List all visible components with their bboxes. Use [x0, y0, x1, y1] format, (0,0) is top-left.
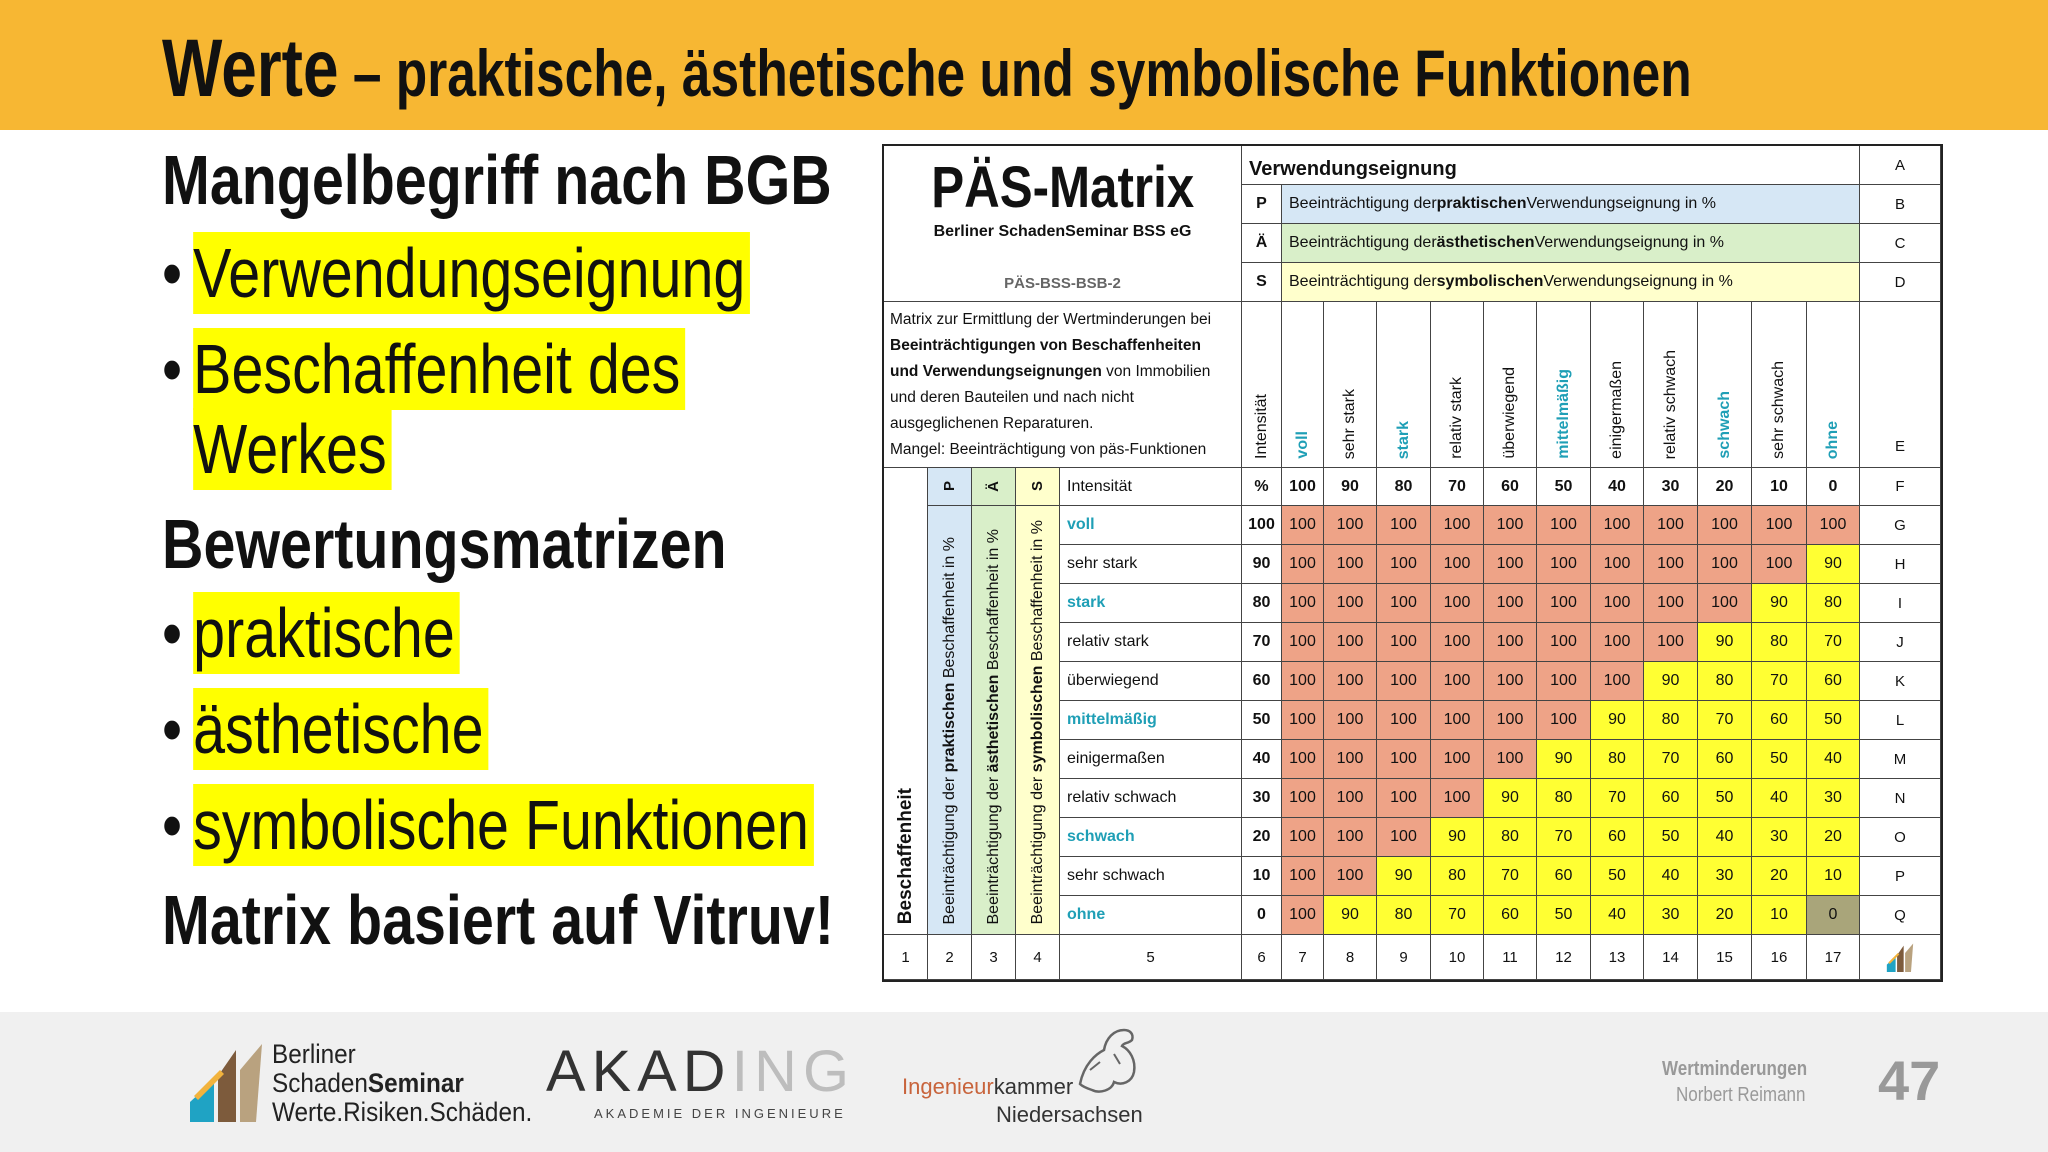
column-header: sehr stark — [1324, 302, 1377, 468]
row-percent: 40 — [1242, 740, 1282, 779]
side-beeintraechtigung: Beeinträchtigung der symbolischen Beschaffenheit in % — [1016, 506, 1060, 935]
row-letter: F — [1860, 468, 1941, 506]
value-cell: 100 — [1591, 623, 1644, 662]
percent-unit: % — [1242, 468, 1282, 506]
column-index: 9 — [1377, 935, 1431, 980]
row-label: ohne — [1060, 896, 1242, 935]
value-cell: 100 — [1431, 545, 1484, 584]
side-beeintraechtigung: Beeinträchtigung der ästhetischen Beschaffenheit in % — [972, 506, 1016, 935]
value-cell: 50 — [1537, 896, 1591, 935]
side-key: S — [1016, 468, 1060, 506]
heading-bewertungsmatrizen: Bewertungsmatrizen — [162, 505, 727, 583]
value-cell: 100 — [1484, 623, 1537, 662]
value-cell: 90 — [1377, 857, 1431, 896]
bullet-beschaffenheit: • Beschaffenheit des — [162, 328, 685, 410]
row-percent: 100 — [1242, 506, 1282, 545]
value-cell: 100 — [1484, 662, 1537, 701]
value-cell: 100 — [1282, 662, 1324, 701]
bss-logo-icon — [186, 1040, 266, 1122]
intensitaet-header: Intensität — [1242, 302, 1282, 468]
column-index: 13 — [1591, 935, 1644, 980]
column-header: relativ schwach — [1644, 302, 1698, 468]
value-cell: 90 — [1807, 545, 1860, 584]
column-header: überwiegend — [1484, 302, 1537, 468]
bullet-aesthetische: • ästhetische — [162, 688, 488, 770]
row-letter: Q — [1860, 896, 1941, 935]
value-cell: 100 — [1644, 623, 1698, 662]
value-cell: 100 — [1591, 506, 1644, 545]
row-percent: 50 — [1242, 701, 1282, 740]
value-cell: 90 — [1698, 623, 1752, 662]
column-index: 16 — [1752, 935, 1807, 980]
row-label: überwiegend — [1060, 662, 1242, 701]
value-cell: 70 — [1431, 896, 1484, 935]
value-cell: 100 — [1282, 506, 1324, 545]
column-header: einigermaßen — [1591, 302, 1644, 468]
value-cell: 100 — [1591, 545, 1644, 584]
value-cell: 100 — [1282, 740, 1324, 779]
value-cell: 60 — [1484, 896, 1537, 935]
value-cell: 100 — [1324, 740, 1377, 779]
value-cell: 90 — [1644, 662, 1698, 701]
page-number: 47 — [1878, 1049, 1941, 1112]
value-cell: 100 — [1324, 779, 1377, 818]
verwendung-title: Verwendungseignung — [1242, 146, 1860, 185]
value-cell: 90 — [1537, 740, 1591, 779]
column-header: mittelmäßig — [1537, 302, 1591, 468]
value-cell: 20 — [1752, 857, 1807, 896]
verwendung-row: Beeinträchtigung der symbolischen Verwendungseignung in % — [1282, 263, 1860, 302]
column-index: 5 — [1060, 935, 1242, 980]
row-percent: 10 — [1242, 857, 1282, 896]
row-letter: K — [1860, 662, 1941, 701]
value-cell: 80 — [1484, 818, 1537, 857]
slide-title-main: Werte — [162, 23, 339, 114]
row-letter: J — [1860, 623, 1941, 662]
row-label: relativ stark — [1060, 623, 1242, 662]
value-cell: 40 — [1807, 740, 1860, 779]
row-percent: 60 — [1242, 662, 1282, 701]
value-cell: 90 — [1591, 701, 1644, 740]
value-cell: 100 — [1537, 623, 1591, 662]
value-cell: 100 — [1484, 545, 1537, 584]
column-index: 4 — [1016, 935, 1060, 980]
row-letter: O — [1860, 818, 1941, 857]
value-cell: 50 — [1591, 857, 1644, 896]
title-bar — [0, 0, 2048, 130]
value-cell: 10 — [1807, 857, 1860, 896]
value-cell: 20 — [1807, 818, 1860, 857]
bullet-symbolische: • symbolische Funktionen — [162, 784, 814, 866]
row-percent: 20 — [1242, 818, 1282, 857]
value-cell: 40 — [1591, 896, 1644, 935]
value-cell: 30 — [1698, 857, 1752, 896]
column-percent: 100 — [1282, 468, 1324, 506]
value-cell: 70 — [1752, 662, 1807, 701]
value-cell: 100 — [1377, 662, 1431, 701]
value-cell: 100 — [1752, 545, 1807, 584]
row-letter: E — [1860, 302, 1941, 468]
value-cell: 100 — [1537, 545, 1591, 584]
value-cell: 100 — [1324, 506, 1377, 545]
value-cell: 100 — [1698, 584, 1752, 623]
value-cell: 80 — [1431, 857, 1484, 896]
value-cell: 80 — [1644, 701, 1698, 740]
slide-title-rest: – praktische, ästhetische und symbolische Funktionen — [338, 36, 1692, 110]
column-percent: 10 — [1752, 468, 1807, 506]
value-cell: 100 — [1324, 545, 1377, 584]
value-cell: 70 — [1484, 857, 1537, 896]
ingenieurkammer-region: Niedersachsen — [996, 1102, 1143, 1127]
value-cell: 70 — [1537, 818, 1591, 857]
value-cell: 100 — [1431, 623, 1484, 662]
value-cell: 90 — [1431, 818, 1484, 857]
column-header: stark — [1377, 302, 1431, 468]
value-cell: 80 — [1752, 623, 1807, 662]
value-cell: 100 — [1484, 701, 1537, 740]
slide-title — [162, 22, 1692, 116]
value-cell: 100 — [1591, 662, 1644, 701]
value-cell: 90 — [1324, 896, 1377, 935]
value-cell: 0 — [1807, 896, 1860, 935]
heading-vitruv: Matrix basiert auf Vitruv! — [162, 881, 834, 959]
column-percent: 30 — [1644, 468, 1698, 506]
value-cell: 40 — [1752, 779, 1807, 818]
value-cell: 100 — [1377, 506, 1431, 545]
value-cell: 100 — [1377, 545, 1431, 584]
ingenieurkammer-name: Ingenieurkammer — [902, 1074, 1074, 1099]
value-cell: 100 — [1377, 779, 1431, 818]
value-cell: 30 — [1807, 779, 1860, 818]
value-cell: 100 — [1807, 506, 1860, 545]
verwendung-row: Beeinträchtigung der ästhetischen Verwendungseignung in % — [1282, 224, 1860, 263]
value-cell: 60 — [1752, 701, 1807, 740]
value-cell: 90 — [1484, 779, 1537, 818]
row-percent: 80 — [1242, 584, 1282, 623]
value-cell: 100 — [1377, 584, 1431, 623]
row-letter: B — [1860, 185, 1941, 224]
row-letter: L — [1860, 701, 1941, 740]
column-header: sehr schwach — [1752, 302, 1807, 468]
side-key: Ä — [972, 468, 1016, 506]
bss-wordmark: Berliner SchadenSeminar Werte.Risiken.Schäden. — [272, 1039, 533, 1127]
row-letter: G — [1860, 506, 1941, 545]
column-index: 3 — [972, 935, 1016, 980]
value-cell: 40 — [1698, 818, 1752, 857]
value-cell: 100 — [1282, 779, 1324, 818]
row-label: mittelmäßig — [1060, 701, 1242, 740]
value-cell: 100 — [1698, 545, 1752, 584]
footer-author: Norbert Reimann — [1676, 1084, 1806, 1106]
value-cell: 50 — [1644, 818, 1698, 857]
value-cell: 60 — [1644, 779, 1698, 818]
column-index: 6 — [1242, 935, 1282, 980]
column-header: ohne — [1807, 302, 1860, 468]
value-cell: 60 — [1698, 740, 1752, 779]
value-cell: 100 — [1698, 506, 1752, 545]
row-percent: 70 — [1242, 623, 1282, 662]
value-cell: 100 — [1537, 662, 1591, 701]
column-header: relativ stark — [1431, 302, 1484, 468]
value-cell: 10 — [1752, 896, 1807, 935]
value-cell: 30 — [1644, 896, 1698, 935]
value-cell: 100 — [1324, 584, 1377, 623]
row-label: schwach — [1060, 818, 1242, 857]
column-percent: 80 — [1377, 468, 1431, 506]
row-label: sehr stark — [1060, 545, 1242, 584]
row-label: stark — [1060, 584, 1242, 623]
value-cell: 100 — [1282, 545, 1324, 584]
bullet-verwendungseignung: • Verwendungseignung — [162, 232, 750, 314]
akading-logo: AKADING — [546, 1039, 856, 1104]
value-cell: 100 — [1377, 701, 1431, 740]
value-cell: 100 — [1282, 584, 1324, 623]
row-letter: N — [1860, 779, 1941, 818]
matrix-code: PÄS-BSS-BSB-2 — [1004, 275, 1121, 292]
value-cell: 100 — [1282, 701, 1324, 740]
side-beeintraechtigung: Beeinträchtigung der praktischen Beschaffenheit in % — [928, 506, 972, 935]
column-index: 7 — [1282, 935, 1324, 980]
bss-mini-logo-icon — [1860, 935, 1941, 980]
column-index: 15 — [1698, 935, 1752, 980]
value-cell: 80 — [1807, 584, 1860, 623]
verwendung-row: Beeinträchtigung der praktischen Verwendungseignung in % — [1282, 185, 1860, 224]
value-cell: 100 — [1484, 584, 1537, 623]
row-label: einigermaßen — [1060, 740, 1242, 779]
row-label: sehr schwach — [1060, 857, 1242, 896]
column-index: 2 — [928, 935, 972, 980]
column-index: 17 — [1807, 935, 1860, 980]
value-cell: 100 — [1377, 818, 1431, 857]
value-cell: 100 — [1484, 740, 1537, 779]
value-cell: 70 — [1698, 701, 1752, 740]
value-cell: 100 — [1324, 662, 1377, 701]
value-cell: 70 — [1644, 740, 1698, 779]
value-cell: 100 — [1644, 506, 1698, 545]
value-cell: 100 — [1431, 584, 1484, 623]
value-cell: 100 — [1282, 896, 1324, 935]
column-header: schwach — [1698, 302, 1752, 468]
intensitaet-label: Intensität — [1060, 468, 1242, 506]
column-percent: 90 — [1324, 468, 1377, 506]
column-index: 1 — [884, 935, 928, 980]
value-cell: 80 — [1591, 740, 1644, 779]
value-cell: 60 — [1591, 818, 1644, 857]
row-letter: H — [1860, 545, 1941, 584]
value-cell: 50 — [1698, 779, 1752, 818]
value-cell: 50 — [1807, 701, 1860, 740]
row-letter: I — [1860, 584, 1941, 623]
bullet-werkes: Werkes — [162, 408, 392, 490]
value-cell: 100 — [1377, 740, 1431, 779]
column-percent: 50 — [1537, 468, 1591, 506]
row-percent: 0 — [1242, 896, 1282, 935]
value-cell: 50 — [1752, 740, 1807, 779]
value-cell: 100 — [1324, 857, 1377, 896]
bss-mini-logo-icon — [1885, 942, 1915, 972]
value-cell: 100 — [1752, 506, 1807, 545]
value-cell: 100 — [1591, 584, 1644, 623]
row-percent: 90 — [1242, 545, 1282, 584]
value-cell: 100 — [1282, 857, 1324, 896]
row-letter: M — [1860, 740, 1941, 779]
verwendung-key: P — [1242, 185, 1282, 224]
value-cell: 100 — [1431, 740, 1484, 779]
row-label: relativ schwach — [1060, 779, 1242, 818]
akading-subtitle: AKADEMIE DER INGENIEURE — [594, 1106, 846, 1121]
value-cell: 100 — [1644, 584, 1698, 623]
value-cell: 30 — [1752, 818, 1807, 857]
matrix-title: PÄS-Matrix — [931, 155, 1194, 220]
value-cell: 100 — [1537, 584, 1591, 623]
row-letter: C — [1860, 224, 1941, 263]
bullet-praktische: • praktische — [162, 592, 460, 674]
value-cell: 100 — [1644, 545, 1698, 584]
heading-mangelbegriff: Mangelbegriff nach BGB — [162, 141, 832, 219]
row-letter: A — [1860, 146, 1941, 185]
value-cell: 60 — [1537, 857, 1591, 896]
value-cell: 100 — [1324, 623, 1377, 662]
row-percent: 30 — [1242, 779, 1282, 818]
value-cell: 60 — [1807, 662, 1860, 701]
matrix-description: Matrix zur Ermittlung der Wertminderungen bei Beeinträchtigungen von Beschaffenheiten und Verwendungseignungen von Immobilien und deren Bauteilen und nach nicht ausgeglichenen Reparaturen. Mangel: Beeinträchtigung von päs-Funktionen — [884, 302, 1242, 468]
row-letter: P — [1860, 857, 1941, 896]
column-percent: 20 — [1698, 468, 1752, 506]
value-cell: 100 — [1431, 779, 1484, 818]
value-cell: 90 — [1752, 584, 1807, 623]
value-cell: 100 — [1282, 623, 1324, 662]
column-percent: 60 — [1484, 468, 1537, 506]
value-cell: 70 — [1591, 779, 1644, 818]
value-cell: 100 — [1484, 506, 1537, 545]
value-cell: 70 — [1807, 623, 1860, 662]
value-cell: 80 — [1537, 779, 1591, 818]
value-cell: 100 — [1537, 701, 1591, 740]
paes-matrix-table — [882, 144, 1943, 982]
column-percent: 0 — [1807, 468, 1860, 506]
matrix-title-block — [884, 146, 1242, 302]
value-cell: 80 — [1698, 662, 1752, 701]
value-cell: 20 — [1698, 896, 1752, 935]
side-label-beschaffenheit: Beschaffenheit — [884, 468, 928, 935]
column-index: 11 — [1484, 935, 1537, 980]
value-cell: 100 — [1282, 818, 1324, 857]
column-index: 14 — [1644, 935, 1698, 980]
column-percent: 40 — [1591, 468, 1644, 506]
value-cell: 100 — [1431, 701, 1484, 740]
column-percent: 70 — [1431, 468, 1484, 506]
footer-topic: Wertminderungen — [1662, 1058, 1808, 1080]
column-index: 8 — [1324, 935, 1377, 980]
row-label: voll — [1060, 506, 1242, 545]
column-index: 12 — [1537, 935, 1591, 980]
horse-logo-icon — [1070, 1024, 1150, 1096]
side-key: P — [928, 468, 972, 506]
column-index: 10 — [1431, 935, 1484, 980]
value-cell: 40 — [1644, 857, 1698, 896]
value-cell: 100 — [1377, 623, 1431, 662]
value-cell: 100 — [1431, 506, 1484, 545]
row-letter: D — [1860, 263, 1941, 302]
verwendung-key: S — [1242, 263, 1282, 302]
value-cell: 100 — [1324, 701, 1377, 740]
column-header: voll — [1282, 302, 1324, 468]
verwendung-key: Ä — [1242, 224, 1282, 263]
value-cell: 100 — [1431, 662, 1484, 701]
value-cell: 80 — [1377, 896, 1431, 935]
value-cell: 100 — [1537, 506, 1591, 545]
matrix-subtitle: Berliner SchadenSeminar BSS eG — [933, 223, 1192, 240]
value-cell: 100 — [1324, 818, 1377, 857]
